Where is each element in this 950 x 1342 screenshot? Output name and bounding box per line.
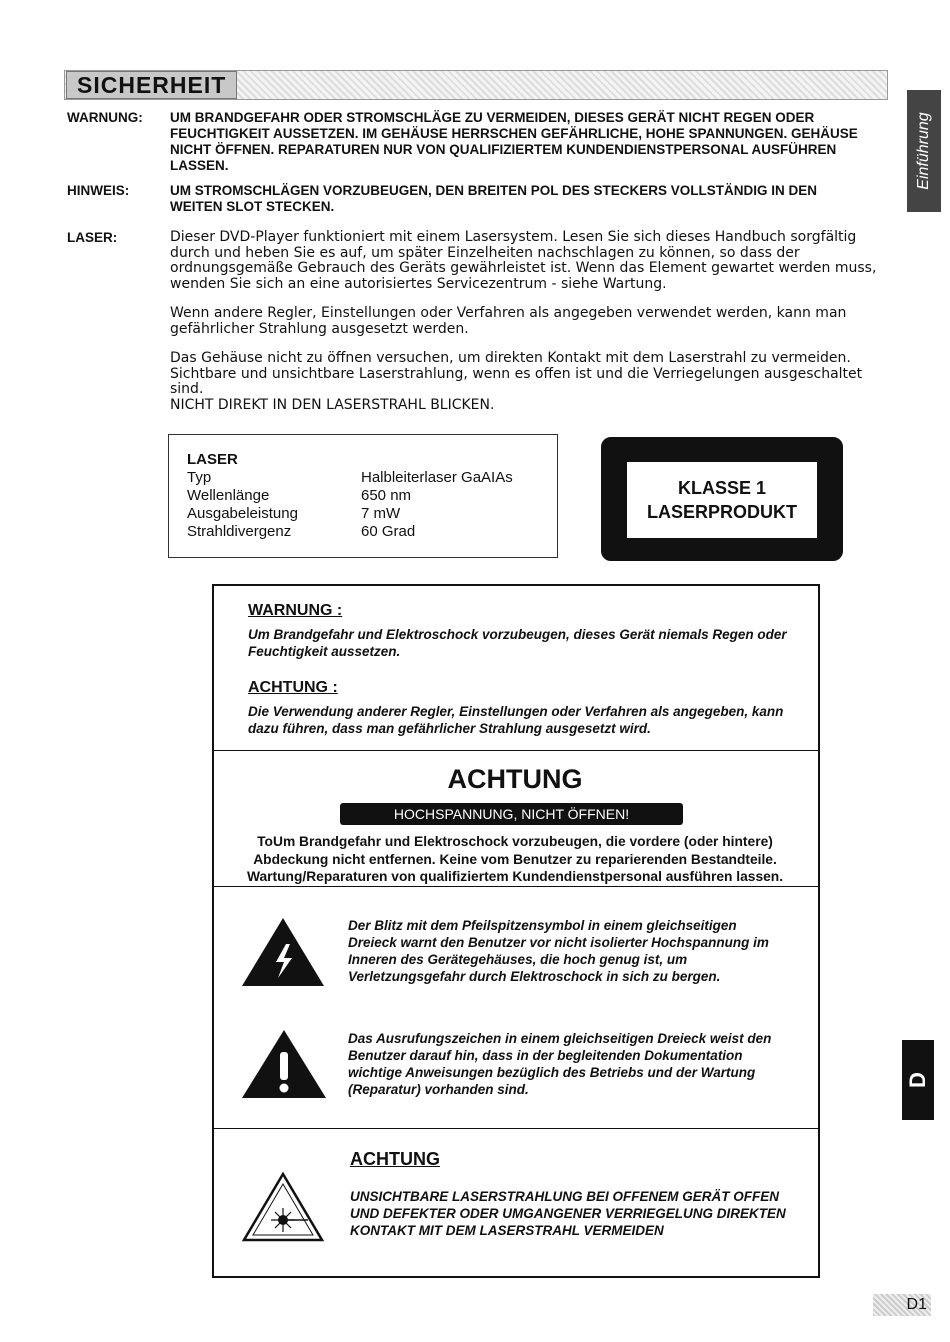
spec-heading: LASER — [187, 451, 238, 468]
box-achtung-text: Die Verwendung anderer Regler, Einstellungen oder Verfahren als angegeben, kann dazu führen, dass man gefährlicher Strahlung ausgesetzt wird. — [248, 704, 784, 736]
divider — [212, 750, 818, 751]
tab-einfuhrung — [907, 90, 941, 212]
spec-key: Ausgabeleistung — [187, 505, 298, 522]
box-warnung-title: WARNUNG : — [248, 602, 343, 619]
spec-key: Strahldivergenz — [187, 523, 292, 540]
spec-value: 650 nm — [361, 487, 412, 504]
hochspannung-banner: HOCHSPANNUNG, NICHT ÖFFNEN! — [340, 803, 683, 825]
page-title: SICHERHEIT — [66, 71, 237, 99]
tab-einfuhrung-label: Einführung — [915, 112, 932, 190]
klasse-line-2: LASERPRODUKT — [646, 502, 797, 522]
box-achtung-title: ACHTUNG : — [248, 679, 338, 696]
laser-paragraph-4: NICHT DIREKT IN DEN LASERSTRAHL BLICKEN. — [170, 396, 495, 413]
spec-value: 60 Grad — [361, 523, 416, 540]
achtung-centered-text: ToUm Brandgefahr und Elektroschock vorzubeugen, die vordere (oder hintere) Abdeckung nicht entfernen. Keine vom Benutzer zu reparierenden Bestandteile. Wartung/Reparaturen von qualifiziertem Kundendienstpersonal ausführen lassen. — [246, 834, 784, 884]
laser-section — [170, 230, 885, 427]
laser-radiation-icon — [242, 1172, 324, 1242]
divider — [212, 886, 818, 887]
tab-d-label: D — [905, 1072, 930, 1088]
box-warnung-text: Um Brandgefahr und Elektroschock vorzubeugen, dieses Gerät niemals Regen oder Feuchtigkeit aussetzen. — [248, 627, 787, 659]
hinweis-label: HINWEIS: — [67, 183, 130, 198]
laser-spec-box — [168, 434, 558, 558]
warnung-label: WARNUNG: — [67, 110, 143, 125]
divider — [212, 1128, 818, 1129]
tab-d — [902, 1040, 934, 1120]
spec-key: Wellenlänge — [187, 487, 270, 504]
hinweis-text: UM STROMSCHLÄGEN VORZUBEUGEN, DEN BREITEN POL DES STECKERS VOLLSTÄNDIG IN DEN WEITEN SLOT STECKEN. — [170, 183, 818, 214]
klasse-label — [626, 461, 818, 539]
laser-paragraph-1: Dieser DVD-Player funktioniert mit einem Lasersystem. Lesen Sie sich dieses Handbuch sorgfältig durch und heben Sie es auf, um später Einzelheiten nachschlagen zu können, so dass der ordnungsgemäße Gebrauch des Geräts gewährleistet ist. Wenn das Element gewartet werden muss, wenden Sie sich an eine autorisiertes Servicezentrum - siehe Wartung. — [170, 229, 877, 292]
spec-value: 7 mW — [361, 505, 401, 522]
exclamation-warning-icon — [242, 1030, 326, 1098]
laser-paragraph-3: Das Gehäuse nicht zu öffnen versuchen, um direkten Kontakt mit dem Laserstrahl zu vermeiden. Sichtbare und unsichtbare Laserstrahlung, wenn es offen ist und die Verriegelungen ausgeschaltet sind. — [170, 350, 863, 397]
ausruf-text: Das Ausrufungszeichen in einem gleichseitigen Dreieck weist den Benutzer darauf hin, dass in der begleitenden Dokumentation wichtige Anweisungen bezüglich des Betriebs und der Wartung (Reparatur) vorhanden sind. — [348, 1031, 772, 1097]
achtung-heading: ACHTUNG — [447, 764, 583, 794]
spec-value: Halbleiterlaser GaAIAs — [361, 469, 513, 486]
laser-paragraph-2: Wenn andere Regler, Einstellungen oder Verfahren als angegeben verwendet werden, kann man gefährlicher Strahlung ausgesetzt werden. — [170, 305, 847, 337]
blitz-text: Der Blitz mit dem Pfeilspitzensymbol in einem gleichseitigen Dreieck warnt den Benutzer vor nicht isolierter Hochspannung im Inneren des Gerätegehäuses, die hoch genug ist, um Verletzungsgefahr durch Elektroschock in sich zu bergen. — [348, 918, 769, 984]
warnung-text: UM BRANDGEFAHR ODER STROMSCHLÄGE ZU VERMEIDEN, DIESES GERÄT NICHT REGEN ODER FEUCHTIGKEIT AUSSETZEN. IM GEHÄUSE HERRSCHEN GEFÄHRLICHE, HOHE SPANNUNGEN. GEHÄUSE NICHT ÖFFNEN. REPARATUREN NUR VON QUALIFIZIERTEM KUNDENDIENSTPERSONAL AUSFÜHREN LASSEN. — [170, 110, 858, 173]
klasse-line-1: KLASSE 1 — [677, 478, 767, 498]
lightning-warning-icon — [242, 918, 324, 986]
achtung2-title: ACHTUNG — [350, 1149, 440, 1169]
laser-label: LASER: — [67, 230, 118, 245]
page-number: D1 — [873, 1294, 931, 1316]
spec-key: Typ — [187, 469, 212, 486]
laser-warn-text: UNSICHTBARE LASERSTRAHLUNG BEI OFFENEM GERÄT OFFEN UND DEFEKTER ODER UMGANGENER VERRIEGELUNG DIREKTEN KONTAKT MIT DEM LASERSTRAHL VERMEIDEN — [350, 1189, 786, 1238]
